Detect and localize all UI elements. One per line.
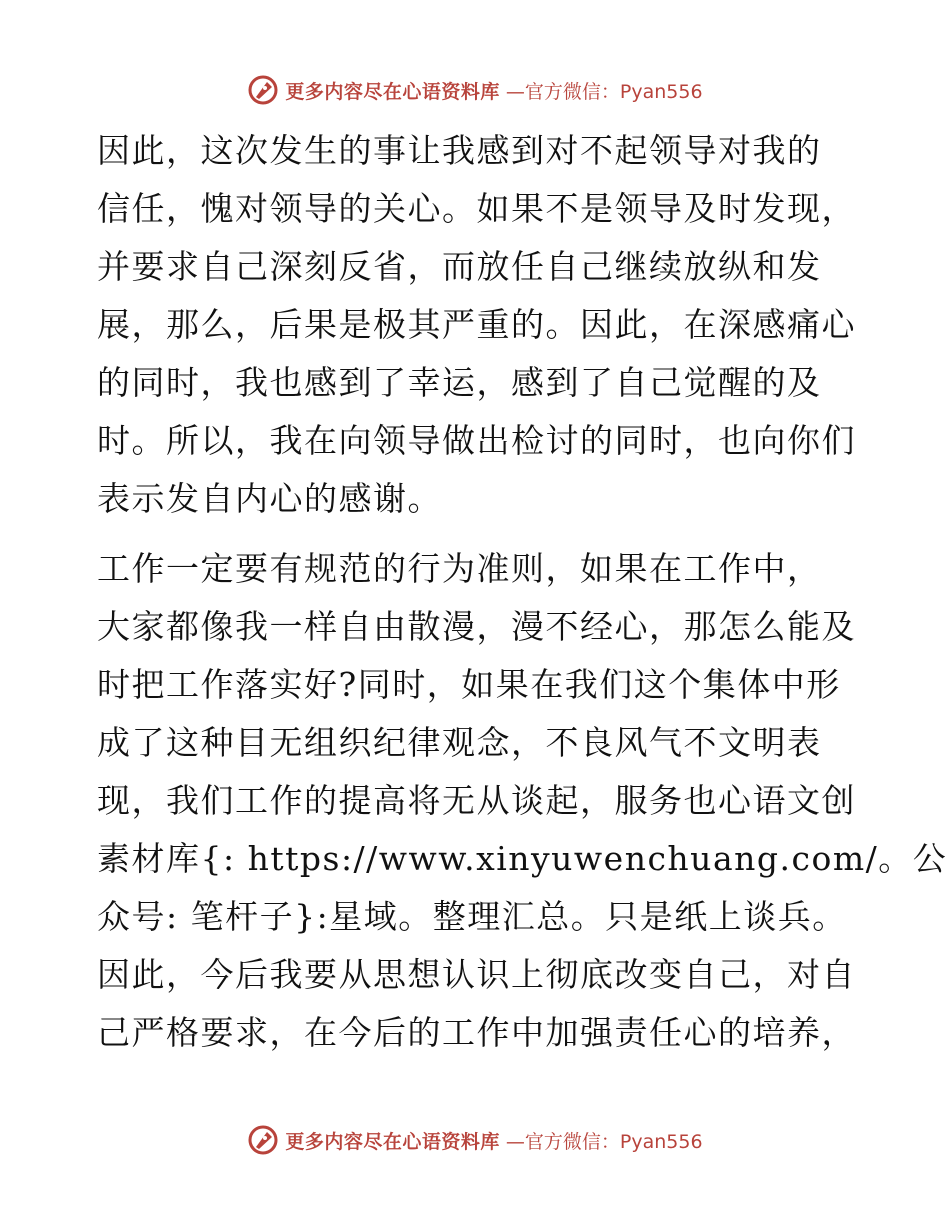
document-body <box>97 122 948 1062</box>
header-watermark <box>0 70 950 110</box>
text-line: 因此，今后我要从思想认识上彻底改变自己，对自 <box>97 955 856 994</box>
pen-nib-logo-icon <box>247 1124 279 1156</box>
footer-brand-text: 更多内容尽在心语资料库 <box>285 1130 500 1153</box>
pen-nib-logo-icon <box>247 74 279 106</box>
header-brand-text: 更多内容尽在心语资料库 <box>285 80 500 103</box>
paragraph-1 <box>97 122 857 528</box>
text-line: 的同时，我也感到了幸运，感到了自己觉醒的及 <box>97 363 822 402</box>
text-line: 己严格要求，在今后的工作中加强责任心的培养， <box>97 1013 856 1052</box>
paragraph-2 <box>97 540 948 1062</box>
text-line: 时。所以，我在向领导做出检讨的同时，也向你们 <box>97 421 856 460</box>
text-line: 并要求自己深刻反省，而放任自己继续放纵和发 <box>97 247 822 286</box>
footer-wechat-text: —官方微信：Pyan556 <box>505 1130 703 1153</box>
header-wechat-text: —官方微信：Pyan556 <box>505 80 703 103</box>
text-line: 时把工作落实好?同时，如果在我们这个集体中形 <box>97 665 841 704</box>
text-line: 现，我们工作的提高将无从谈起，服务也心语文创 <box>97 781 856 820</box>
text-line: 工作一定要有规范的行为准则，如果在工作中， <box>97 549 822 588</box>
text-line: 展，那么，后果是极其严重的。因此，在深感痛心 <box>97 305 856 344</box>
text-line: 众号: 笔杆子}:星域。整理汇总。只是纸上谈兵。 <box>97 897 847 936</box>
text-line: 成了这种目无组织纪律观念，不良风气不文明表 <box>97 723 822 762</box>
text-line: 因此，这次发生的事让我感到对不起领导对我的 <box>97 131 822 170</box>
text-line: 素材库{: https://www.xinyuwenchuang.com/。公 <box>97 839 948 878</box>
text-line: 表示发自内心的感谢。 <box>97 479 442 518</box>
text-line: 信任，愧对领导的关心。如果不是领导及时发现， <box>97 189 856 228</box>
text-line: 大家都像我一样自由散漫，漫不经心，那怎么能及 <box>97 607 856 646</box>
footer-watermark <box>0 1120 950 1160</box>
